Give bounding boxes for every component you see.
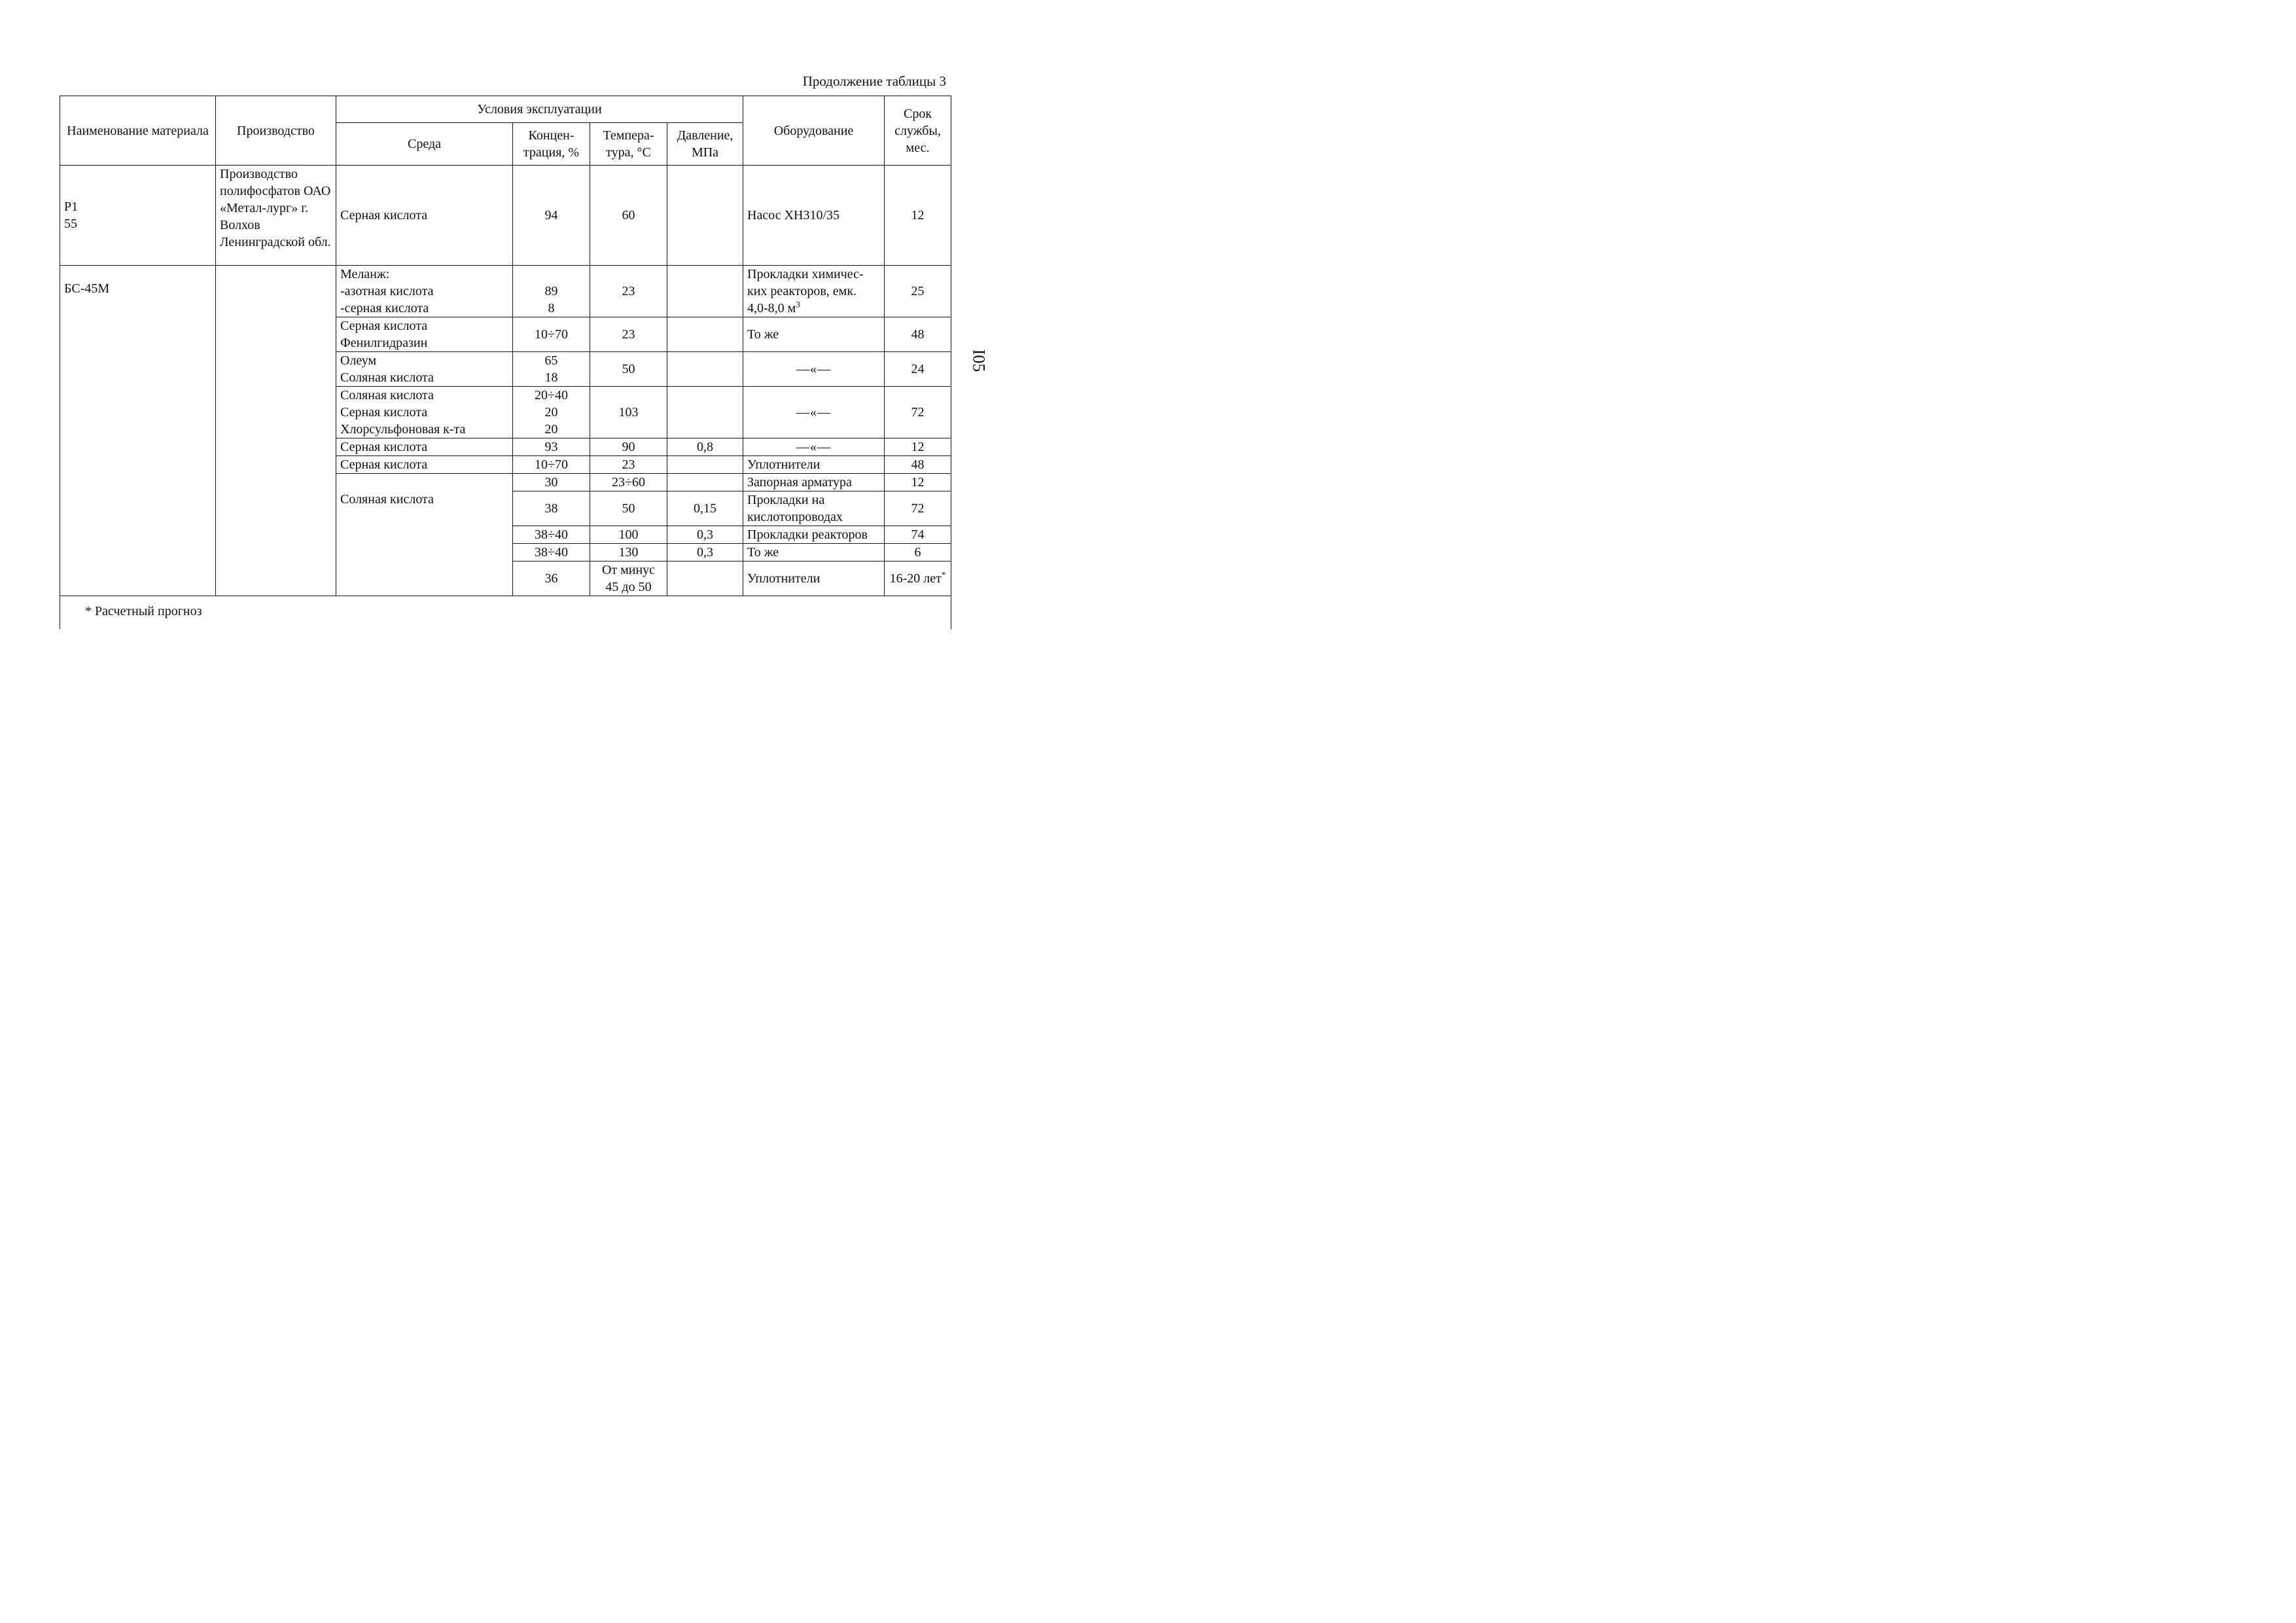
lifetime-cell: 74: [885, 526, 951, 544]
equipment-cell: Прокладки на кислотопроводах: [743, 491, 885, 526]
equipment-cell: То же: [743, 544, 885, 562]
pressure-cell: [667, 474, 743, 491]
medium-cell: Соляная кислота: [336, 474, 513, 596]
header-temperature: Темпера-тура, °С: [590, 123, 667, 166]
temperature-cell: 90: [590, 438, 667, 456]
pressure-cell: [667, 266, 743, 317]
pressure-cell: [667, 317, 743, 352]
concentration-cell: 20÷40 20 20: [513, 387, 590, 438]
pressure-cell: 0,3: [667, 526, 743, 544]
concentration-cell: 36: [513, 562, 590, 596]
header-material: Наименование материала: [60, 96, 216, 166]
header-lifetime: Срок службы, мес.: [885, 96, 951, 166]
material-cell: БС-45М: [60, 266, 216, 596]
page-number: I05: [969, 349, 989, 372]
temperature-cell: 23: [590, 317, 667, 352]
temperature-cell: От минус 45 до 50: [590, 562, 667, 596]
equipment-cell: Запорная арматура: [743, 474, 885, 491]
equipment-cell: Уплотнители: [743, 562, 885, 596]
pressure-cell: [667, 352, 743, 387]
equipment-text: Прокладки химичес-ких реакторов, емк. 4,0-8,0 м: [747, 267, 864, 315]
footnote-marker: *: [941, 569, 946, 580]
production-cell: Производство полифосфатов ОАО «Метал-лург» г. Волхов Ленинградской обл.: [216, 166, 336, 266]
production-cell: [216, 266, 336, 596]
concentration-cell: 10÷70: [513, 456, 590, 474]
concentration-cell: 30: [513, 474, 590, 491]
temperature-cell: 130: [590, 544, 667, 562]
header-row-1: [60, 96, 951, 123]
lifetime-cell: 12: [885, 166, 951, 266]
lifetime-cell: [885, 562, 951, 596]
medium-cell: Серная кислота: [336, 166, 513, 266]
concentration-cell: 93: [513, 438, 590, 456]
lifetime-cell: 6: [885, 544, 951, 562]
medium-cell: Соляная кислота Серная кислота Хлорсульфоновая к-та: [336, 387, 513, 438]
medium-cell: Меланж: -азотная кислота -серная кислота: [336, 266, 513, 317]
concentration-cell: 65 18: [513, 352, 590, 387]
lifetime-text: 16-20 лет: [889, 571, 942, 586]
pressure-cell: 0,15: [667, 491, 743, 526]
temperature-cell: 103: [590, 387, 667, 438]
equipment-cell: [743, 266, 885, 317]
concentration-cell: 38÷40: [513, 526, 590, 544]
lifetime-cell: 72: [885, 387, 951, 438]
lifetime-cell: 12: [885, 438, 951, 456]
lifetime-cell: 72: [885, 491, 951, 526]
table-row: [60, 166, 951, 266]
medium-cell: Серная кислота: [336, 438, 513, 456]
temperature-cell: 100: [590, 526, 667, 544]
table-row: [60, 266, 951, 317]
lifetime-cell: 48: [885, 317, 951, 352]
pressure-cell: 0,3: [667, 544, 743, 562]
lifetime-cell: 12: [885, 474, 951, 491]
concentration-cell: 89 8: [513, 266, 590, 317]
concentration-cell: 38: [513, 491, 590, 526]
equipment-cell: —«—: [743, 438, 885, 456]
temperature-cell: 23÷60: [590, 474, 667, 491]
temperature-cell: 50: [590, 491, 667, 526]
temperature-cell: 23: [590, 456, 667, 474]
medium-cell: Серная кислота Фенилгидразин: [336, 317, 513, 352]
pressure-cell: [667, 387, 743, 438]
pressure-cell: [667, 456, 743, 474]
pressure-cell: [667, 166, 743, 266]
footnote-row: [60, 596, 951, 630]
pressure-cell: [667, 562, 743, 596]
equipment-cell: —«—: [743, 387, 885, 438]
footnote: * Расчетный прогноз: [60, 596, 951, 630]
equipment-cell: —«—: [743, 352, 885, 387]
concentration-cell: 10÷70: [513, 317, 590, 352]
superscript: 3: [796, 299, 800, 310]
lifetime-cell: 48: [885, 456, 951, 474]
equipment-cell: Насос ХН310/35: [743, 166, 885, 266]
pressure-cell: 0,8: [667, 438, 743, 456]
header-production: Производство: [216, 96, 336, 166]
header-pressure: Давление, МПа: [667, 123, 743, 166]
lifetime-cell: 25: [885, 266, 951, 317]
temperature-cell: 23: [590, 266, 667, 317]
equipment-cell: То же: [743, 317, 885, 352]
material-cell: Р1 55: [60, 166, 216, 266]
temperature-cell: 50: [590, 352, 667, 387]
table-caption: Продолжение таблицы 3: [802, 73, 946, 89]
equipment-cell: Уплотнители: [743, 456, 885, 474]
concentration-cell: 38÷40: [513, 544, 590, 562]
materials-table: [60, 96, 951, 629]
equipment-cell: Прокладки реакторов: [743, 526, 885, 544]
header-conditions: Условия эксплуатации: [336, 96, 743, 123]
medium-cell: Серная кислота: [336, 456, 513, 474]
header-concentration: Концен-трация, %: [513, 123, 590, 166]
medium-cell: Олеум Соляная кислота: [336, 352, 513, 387]
lifetime-cell: 24: [885, 352, 951, 387]
header-medium: Среда: [336, 123, 513, 166]
header-equipment: Оборудование: [743, 96, 885, 166]
temperature-cell: 60: [590, 166, 667, 266]
concentration-cell: 94: [513, 166, 590, 266]
